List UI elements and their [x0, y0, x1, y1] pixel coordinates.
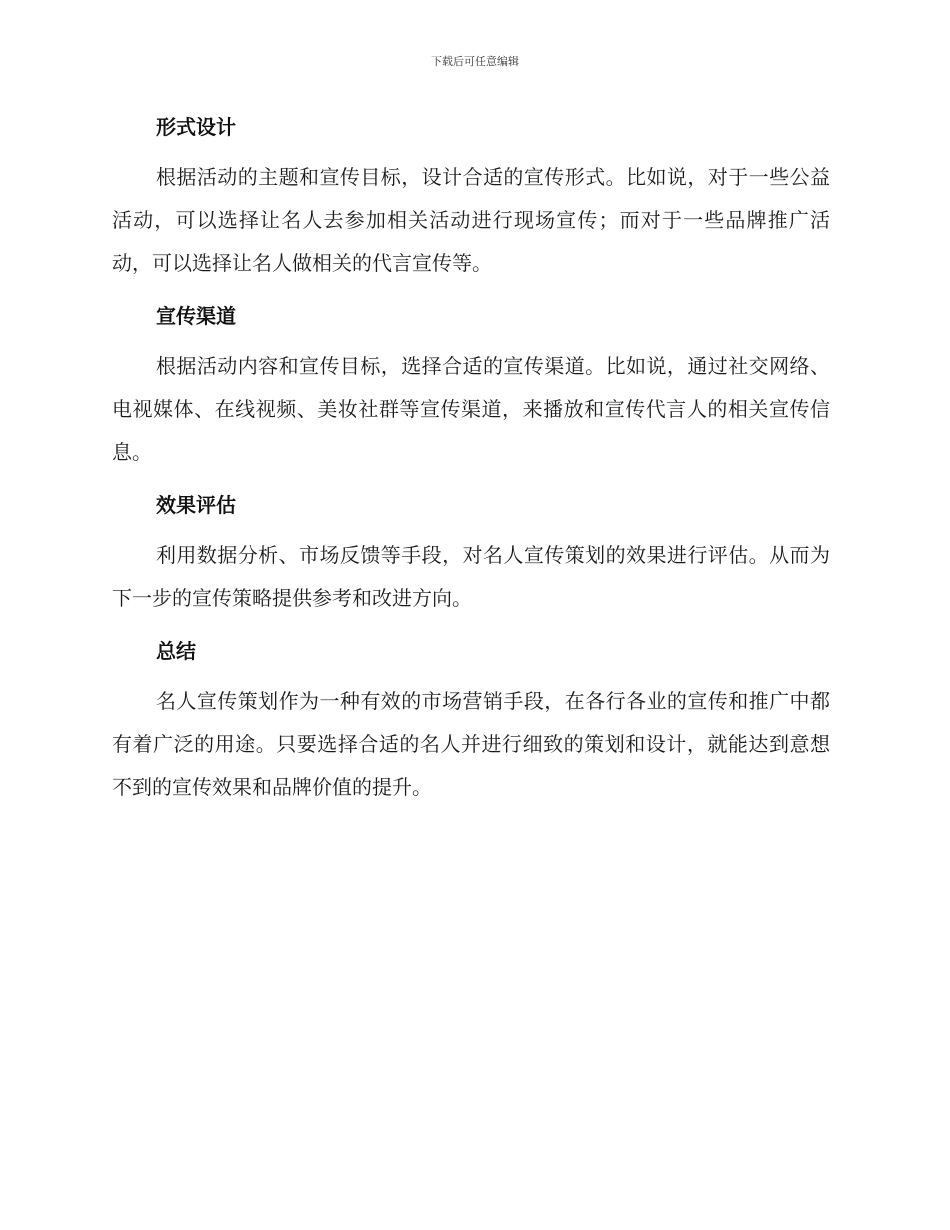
- section-paragraph: 名人宣传策划作为一种有效的市场营销手段，在各行各业的宣传和推广中都有着广泛的用途。只要选择合适的名人并进行细致的策划和设计，就能达到意想不到的宣传效果和品牌价值的提升。: [112, 689, 830, 799]
- page-header: 下载后可任意编辑: [431, 55, 519, 68]
- section-paragraph: 利用数据分析、市场反馈等手段，对名人宣传策划的效果进行评估。从而为下一步的宣传策略提供参考和改进方向。: [112, 543, 830, 610]
- section-effect-evaluation: [112, 486, 830, 620]
- section-summary: [112, 632, 830, 809]
- section-promotion-channels: [112, 297, 830, 474]
- section-paragraph: 根据活动内容和宣传目标，选择合适的宣传渠道。比如说，通过社交网络、电视媒体、在线视频、美妆社群等宣传渠道，来播放和宣传代言人的相关宣传信息。: [112, 354, 830, 464]
- document-body: [112, 108, 830, 821]
- section-heading: 总结: [156, 639, 196, 663]
- section-heading: 形式设计: [156, 115, 236, 139]
- section-heading: 宣传渠道: [156, 304, 236, 328]
- section-form-design: [112, 108, 830, 285]
- section-heading: 效果评估: [156, 493, 236, 517]
- section-paragraph: 根据活动的主题和宣传目标，设计合适的宣传形式。比如说，对于一些公益活动，可以选择让名人去参加相关活动进行现场宣传；而对于一些品牌推广活动，可以选择让名人做相关的代言宣传等。: [112, 165, 830, 275]
